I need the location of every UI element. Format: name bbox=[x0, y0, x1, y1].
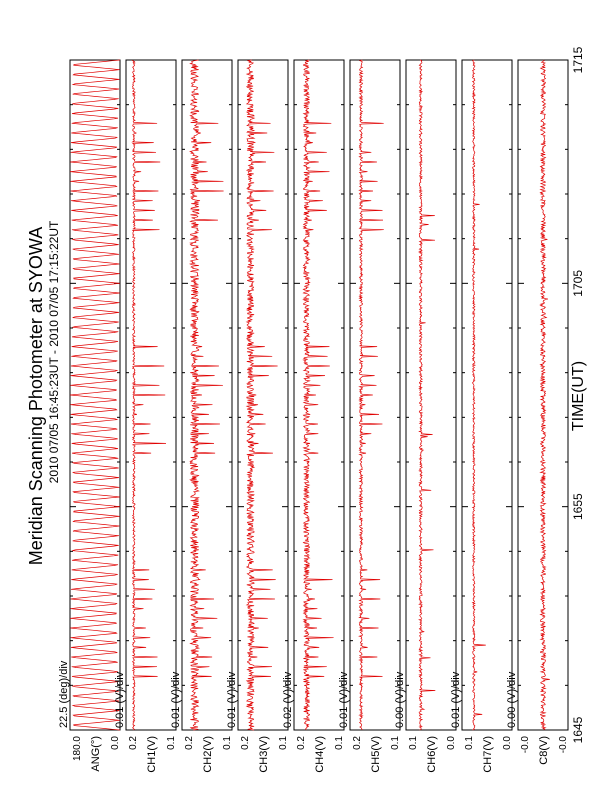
series-line-ch5 bbox=[359, 60, 383, 730]
panel-frame bbox=[406, 60, 456, 730]
panel-channel-label: CH3(V) bbox=[258, 736, 270, 773]
x-tick-label: 1655 bbox=[571, 493, 585, 521]
panel-ytick-bottom: 0.1 bbox=[278, 736, 289, 750]
series-line-ch2 bbox=[190, 60, 224, 730]
panel-ytick-bottom: 0.0 bbox=[446, 736, 457, 750]
panel-ytick-top: 0.2 bbox=[184, 736, 195, 750]
panel-scale-label: 0.01 (V)/div bbox=[450, 671, 462, 728]
series-line-ch3 bbox=[247, 60, 278, 730]
panel-ch6 bbox=[394, 60, 457, 773]
series-line-ang bbox=[70, 60, 120, 730]
panel-ch4 bbox=[282, 60, 345, 773]
chart-title: Meridian Scanning Photometer at SYOWA bbox=[26, 226, 46, 566]
x-tick-label: 1645 bbox=[571, 716, 585, 744]
panel-channel-label: CH1(V) bbox=[146, 736, 158, 773]
series-line-ch6 bbox=[419, 60, 435, 730]
chart-subtitle: 2010 07/05 16:45:23UT - 2010 07/05 17:15:22UT bbox=[47, 220, 61, 484]
panel-frame bbox=[294, 60, 344, 730]
series-line-ch4 bbox=[303, 60, 333, 730]
panel-frame bbox=[182, 60, 232, 730]
x-tick-label: 1705 bbox=[571, 269, 585, 297]
panel-ytick-bottom: 0.0 bbox=[110, 736, 121, 750]
panel-ytick-bottom: 0.0 bbox=[502, 736, 513, 750]
panel-ytick-top: 0.2 bbox=[128, 736, 139, 750]
panel-ytick-bottom: 0.1 bbox=[222, 736, 233, 750]
panel-ch5 bbox=[338, 60, 401, 773]
panel-ytick-top: 0.2 bbox=[240, 736, 251, 750]
panel-frame bbox=[238, 60, 288, 730]
panel-channel-label: ANG(°) bbox=[90, 736, 102, 772]
panel-frame bbox=[462, 60, 512, 730]
panel-scale-label: 0.01 (V)/div bbox=[170, 671, 182, 728]
panel-ytick-top: 180.0 bbox=[72, 736, 83, 762]
panel-ytick-bottom: 0.1 bbox=[334, 736, 345, 750]
panel-scale-label: 0.01 (V)/div bbox=[338, 671, 350, 728]
panel-channel-label: CH2(V) bbox=[202, 736, 214, 773]
panel-ytick-top: 0.1 bbox=[464, 736, 475, 750]
panel-channel-label: C8(V) bbox=[538, 736, 550, 765]
panel-scale-label: 0.01 (V)/div bbox=[226, 671, 238, 728]
panel-channel-label: CH5(V) bbox=[370, 736, 382, 773]
panel-ytick-top: 0.2 bbox=[352, 736, 363, 750]
panel-channel-label: CH7(V) bbox=[482, 736, 494, 773]
panel-ytick-top: 0.1 bbox=[408, 736, 419, 750]
panel-ang bbox=[58, 60, 121, 772]
panel-frame bbox=[350, 60, 400, 730]
panel-c8 bbox=[506, 60, 569, 765]
panel-ytick-top: 0.2 bbox=[296, 736, 307, 750]
series-line-c8 bbox=[541, 60, 550, 730]
panel-frame bbox=[70, 60, 120, 730]
panel-ytick-bottom: 0.1 bbox=[390, 736, 401, 750]
panel-scale-label: 0.00 (V)/div bbox=[506, 671, 518, 728]
panel-scale-label: 0.02 (V)/div bbox=[282, 671, 294, 728]
panel-channel-label: CH6(V) bbox=[426, 736, 438, 773]
panel-scale-label: 0.00 (V)/div bbox=[394, 671, 406, 728]
panel-ch7 bbox=[450, 60, 513, 773]
panel-ch1 bbox=[114, 60, 177, 773]
panel-ytick-top: -0.0 bbox=[520, 736, 531, 754]
panel-scale-label: 0.01 (V)/div bbox=[114, 671, 126, 728]
series-line-ch7 bbox=[473, 60, 486, 730]
x-axis-label: TIME(UT) bbox=[570, 360, 587, 432]
panel-ytick-bottom: -0.0 bbox=[558, 736, 569, 754]
x-tick-label: 1715 bbox=[571, 46, 585, 74]
panel-channel-label: CH4(V) bbox=[314, 736, 326, 773]
panel-ytick-bottom: 0.1 bbox=[166, 736, 177, 750]
panel-scale-label: 22.5 (deg)/div bbox=[58, 660, 70, 728]
panel-ch3 bbox=[226, 60, 289, 773]
series-line-ch1 bbox=[133, 60, 166, 730]
panel-ch2 bbox=[170, 60, 233, 773]
